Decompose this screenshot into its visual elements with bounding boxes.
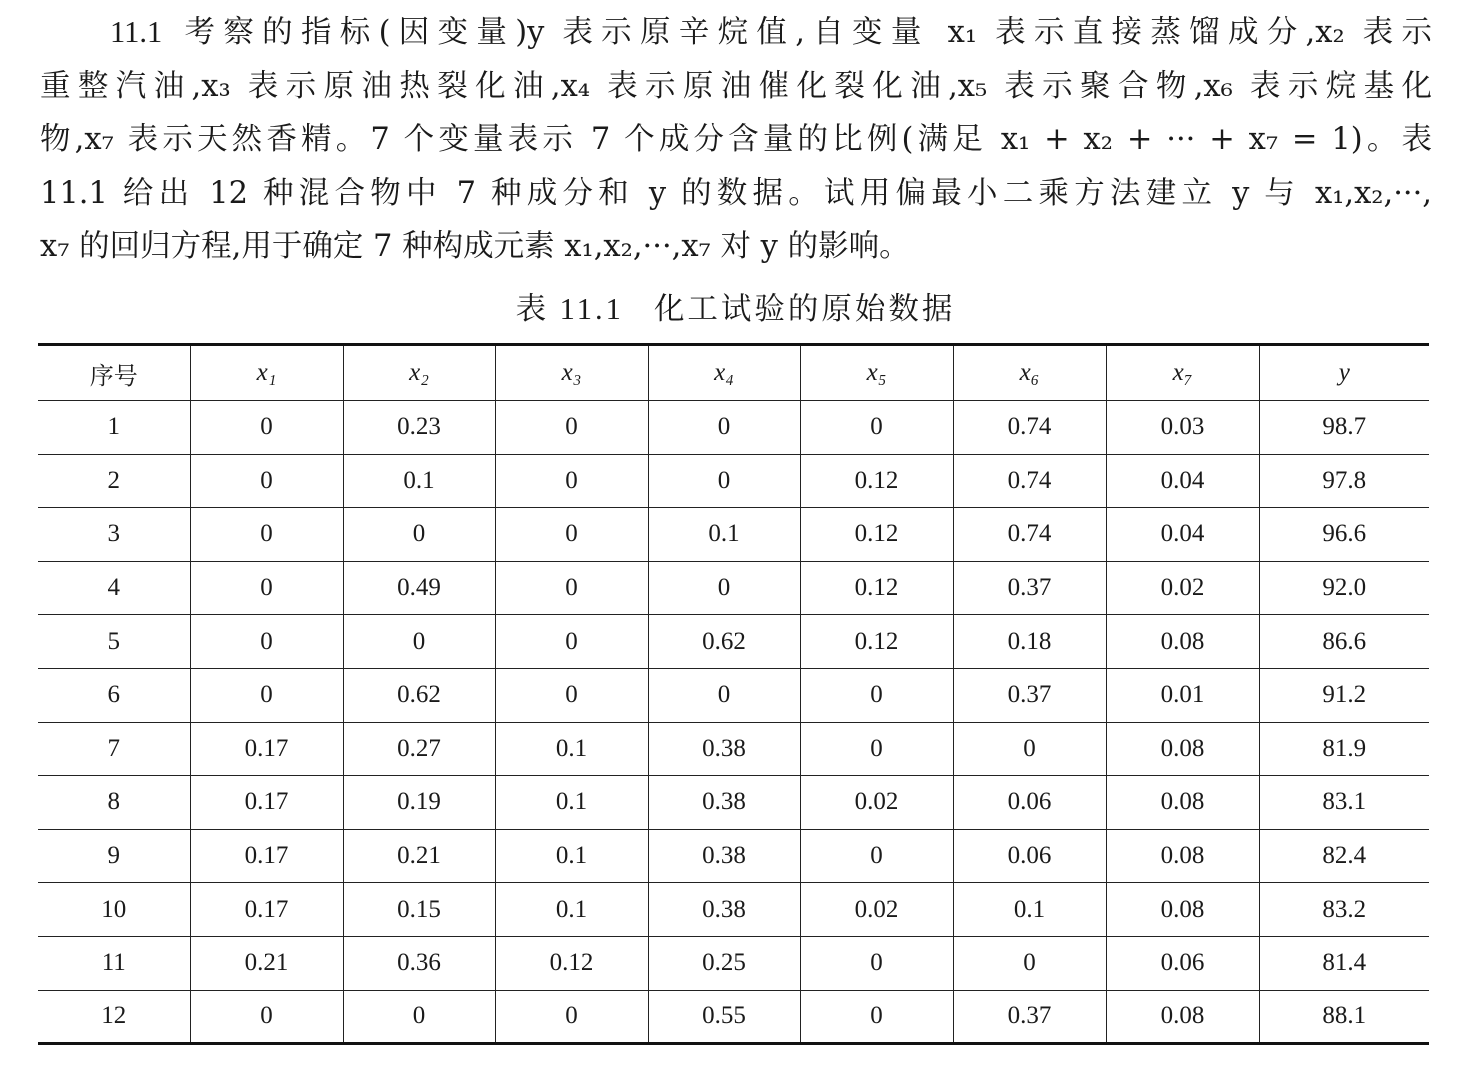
table-cell: 0 — [190, 454, 343, 508]
table-cell: 0.04 — [1106, 454, 1259, 508]
table-row — [38, 829, 1429, 883]
table-cell: 91.2 — [1259, 668, 1429, 722]
table-cell: 0.21 — [343, 829, 495, 883]
table-cell: 0 — [343, 508, 495, 562]
table-cell: 0.55 — [648, 990, 800, 1044]
table-row — [38, 668, 1429, 722]
table-cell: 0 — [190, 401, 343, 455]
row-index-cell: 10 — [38, 883, 190, 937]
table-caption-id: 表 11.1 — [515, 292, 624, 326]
table-cell: 0.17 — [190, 722, 343, 776]
table-cell: 0 — [953, 936, 1106, 990]
table-cell: 0.15 — [343, 883, 495, 937]
table-cell: 0.74 — [953, 508, 1106, 562]
table-cell: 0.17 — [190, 829, 343, 883]
table-cell: 0.1 — [495, 829, 648, 883]
table-cell: 0.03 — [1106, 401, 1259, 455]
table-cell: 0.02 — [1106, 561, 1259, 615]
table-row — [38, 561, 1429, 615]
table-row — [38, 722, 1429, 776]
header-row — [38, 345, 1429, 401]
problem-statement — [40, 6, 1432, 274]
table-cell: 0.17 — [190, 776, 343, 830]
table-cell: 0.38 — [648, 883, 800, 937]
row-index-cell: 7 — [38, 722, 190, 776]
table-cell: 0.74 — [953, 454, 1106, 508]
table-cell: 0 — [495, 561, 648, 615]
table-cell: 0 — [190, 508, 343, 562]
table-cell: 0.01 — [1106, 668, 1259, 722]
table-cell: 0.1 — [495, 776, 648, 830]
table-cell: 0 — [495, 401, 648, 455]
table-cell: 0.37 — [953, 668, 1106, 722]
table-cell: 0 — [800, 829, 953, 883]
table-cell: 96.6 — [1259, 508, 1429, 562]
table-cell: 0.23 — [343, 401, 495, 455]
table-cell: 0.37 — [953, 561, 1106, 615]
row-index-cell: 5 — [38, 615, 190, 669]
table-cell: 0 — [495, 454, 648, 508]
table-row — [38, 508, 1429, 562]
table-cell: 92.0 — [1259, 561, 1429, 615]
data-table — [38, 343, 1429, 1045]
table-cell: 0.08 — [1106, 829, 1259, 883]
table-cell: 0.17 — [190, 883, 343, 937]
table-cell: 0.08 — [1106, 883, 1259, 937]
table-cell: 0 — [648, 454, 800, 508]
problem-line-1: 11.1 考察的指标(因变量)y 表示原辛烷值,自变量 x₁ 表示直接蒸馏成分,x₂ 表示 — [110, 15, 1432, 50]
table-cell: 0.18 — [953, 615, 1106, 669]
table-cell: 0.06 — [953, 776, 1106, 830]
table-header — [38, 345, 1429, 401]
row-index-cell: 12 — [38, 990, 190, 1044]
table-cell: 0 — [495, 615, 648, 669]
table-cell: 0 — [190, 561, 343, 615]
column-header-y: y — [1259, 345, 1429, 401]
table-cell: 0.02 — [800, 776, 953, 830]
table-cell: 81.4 — [1259, 936, 1429, 990]
table-row — [38, 990, 1429, 1044]
problem-line-2: 重整汽油,x₃ 表示原油热裂化油,x₄ 表示原油催化裂化油,x₅ 表示聚合物,x₆ 表示烷基化 — [40, 68, 1432, 104]
table-cell: 0.08 — [1106, 615, 1259, 669]
table-cell: 0.38 — [648, 722, 800, 776]
table-cell: 97.8 — [1259, 454, 1429, 508]
row-index-cell: 6 — [38, 668, 190, 722]
table-cell: 0.1 — [953, 883, 1106, 937]
row-index-cell: 2 — [38, 454, 190, 508]
problem-line-3: 物,x₇ 表示天然香精。7 个变量表示 7 个成分含量的比例(满足 x₁ + x₂ + ··· + x₇ = 1)。表 — [40, 122, 1432, 158]
problem-line-5: x₇ 的回归方程,用于确定 7 种构成元素 x₁,x₂,···,x₇ 对 y 的影响。 — [40, 229, 910, 265]
table-cell: 0.25 — [648, 936, 800, 990]
row-index-cell: 9 — [38, 829, 190, 883]
table-body — [38, 401, 1429, 1044]
row-index-cell: 1 — [38, 401, 190, 455]
table-cell: 0.1 — [495, 722, 648, 776]
table-cell: 0 — [495, 668, 648, 722]
table-cell: 0 — [343, 990, 495, 1044]
table-cell: 98.7 — [1259, 401, 1429, 455]
table-cell: 0.12 — [800, 454, 953, 508]
table-cell: 0 — [800, 990, 953, 1044]
table-cell: 88.1 — [1259, 990, 1429, 1044]
table-cell: 0 — [190, 990, 343, 1044]
table-cell: 0.04 — [1106, 508, 1259, 562]
table-row — [38, 936, 1429, 990]
table-cell: 0.1 — [495, 883, 648, 937]
table-cell: 0 — [800, 401, 953, 455]
table-caption — [0, 284, 1471, 328]
row-index-cell: 4 — [38, 561, 190, 615]
table-cell: 0 — [953, 722, 1106, 776]
table-cell: 0 — [800, 936, 953, 990]
table-cell: 0.36 — [343, 936, 495, 990]
table-cell: 86.6 — [1259, 615, 1429, 669]
table-cell: 0.12 — [495, 936, 648, 990]
table-cell: 0.38 — [648, 776, 800, 830]
table-cell: 0.1 — [648, 508, 800, 562]
column-header-x5: x₅ — [800, 345, 953, 401]
table-row — [38, 454, 1429, 508]
table-cell: 0 — [190, 615, 343, 669]
table-cell: 0.21 — [190, 936, 343, 990]
table-caption-title: 化工试验的原始数据 — [653, 292, 956, 327]
table-cell: 0 — [648, 561, 800, 615]
table-cell: 83.2 — [1259, 883, 1429, 937]
table-cell: 0.37 — [953, 990, 1106, 1044]
table-cell: 0.27 — [343, 722, 495, 776]
table-cell: 0.12 — [800, 615, 953, 669]
table-cell: 0 — [800, 722, 953, 776]
table-cell: 0 — [495, 508, 648, 562]
table-cell: 0.12 — [800, 561, 953, 615]
table-cell: 82.4 — [1259, 829, 1429, 883]
column-header-x2: x₂ — [343, 345, 495, 401]
column-header-x7: x₇ — [1106, 345, 1259, 401]
row-index-cell: 3 — [38, 508, 190, 562]
table-cell: 0.12 — [800, 508, 953, 562]
table-row — [38, 883, 1429, 937]
table-row — [38, 401, 1429, 455]
table-cell: 0.62 — [648, 615, 800, 669]
table-cell: 0.08 — [1106, 990, 1259, 1044]
problem-number: 11.1 — [110, 15, 163, 49]
table-cell: 0.49 — [343, 561, 495, 615]
table-cell: 0.08 — [1106, 722, 1259, 776]
column-header-x6: x₆ — [953, 345, 1106, 401]
table-cell: 0.1 — [343, 454, 495, 508]
table-cell: 0.06 — [953, 829, 1106, 883]
table-cell: 0.74 — [953, 401, 1106, 455]
table-cell: 0.38 — [648, 829, 800, 883]
table-row — [38, 776, 1429, 830]
table-cell: 0 — [190, 668, 343, 722]
column-header-index: 序号 — [38, 345, 190, 401]
table-cell: 0.08 — [1106, 776, 1259, 830]
table-cell: 0.62 — [343, 668, 495, 722]
table-row — [38, 615, 1429, 669]
table-cell: 0.19 — [343, 776, 495, 830]
problem-line-4: 11.1 给出 12 种混合物中 7 种成分和 y 的数据。试用偏最小二乘方法建立 y 与 x₁,x₂,···, — [40, 175, 1432, 211]
table-cell: 0 — [343, 615, 495, 669]
column-header-x1: x₁ — [190, 345, 343, 401]
table-cell: 81.9 — [1259, 722, 1429, 776]
table-cell: 0 — [648, 668, 800, 722]
column-header-x4: x₄ — [648, 345, 800, 401]
table-cell: 0.06 — [1106, 936, 1259, 990]
table-cell: 0 — [800, 668, 953, 722]
row-index-cell: 8 — [38, 776, 190, 830]
table-cell: 83.1 — [1259, 776, 1429, 830]
row-index-cell: 11 — [38, 936, 190, 990]
table-cell: 0 — [648, 401, 800, 455]
table-cell: 0 — [495, 990, 648, 1044]
column-header-x3: x₃ — [495, 345, 648, 401]
table-cell: 0.02 — [800, 883, 953, 937]
